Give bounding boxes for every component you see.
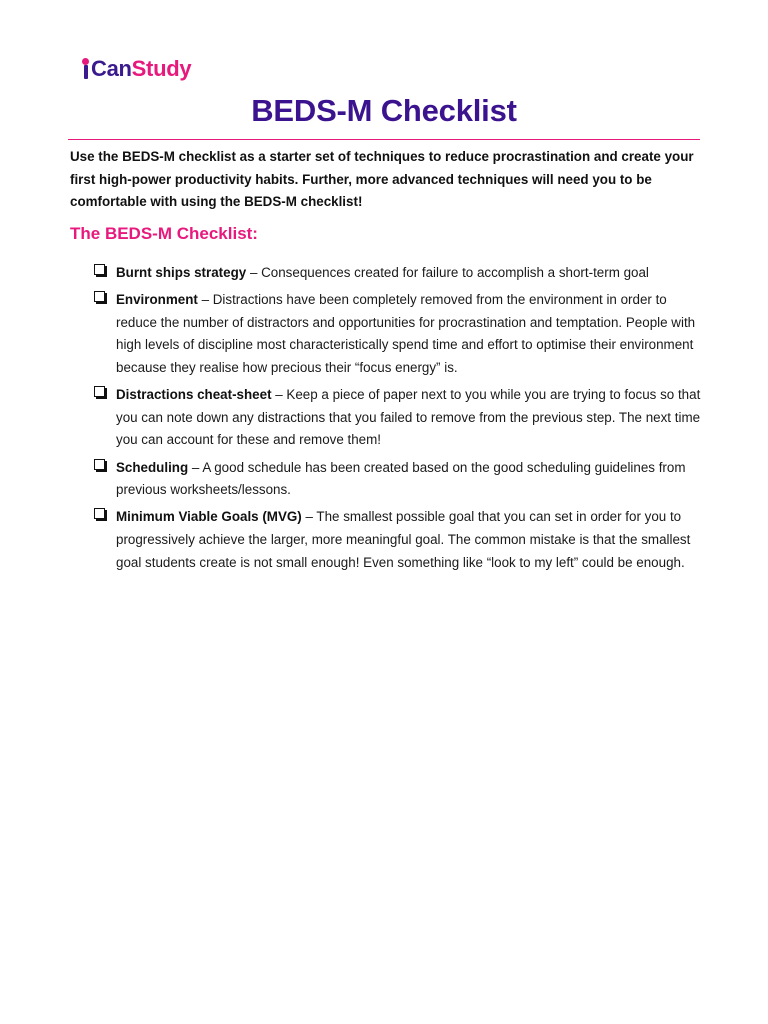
checklist-description: – A good schedule has been created based on the good scheduling guidelines from previous worksheets/lessons. — [116, 459, 686, 498]
logo-text-study: Study — [131, 56, 192, 81]
checklist-description: – Consequences created for failure to accomplish a short-term goal — [246, 265, 649, 280]
checkbox-icon[interactable] — [94, 264, 105, 275]
checklist-term: Minimum Viable Goals (MVG) — [116, 509, 302, 525]
checklist-term: Environment — [116, 292, 198, 308]
checkbox-icon[interactable] — [94, 508, 105, 519]
beds-m-checklist — [94, 262, 704, 579]
checklist-description: – Distractions have been completely removed from the environment in order to reduce the number of distractors and opportunities for procrastination and temptation. People with high levels of discipline most characteristically spend time and effort to optimise their environment because they realise how precious their “focus energy” is. — [116, 292, 696, 375]
title-divider — [68, 139, 700, 140]
logo-text-can: Can — [91, 56, 132, 81]
checklist-description: – The smallest possible goal that you can set in order for you to progressively achieve the larger, more meaningful goal. The common mistake is that the smallest goal students create is not small enough! Even something like “look to my left” could be enough. — [116, 509, 691, 570]
checkbox-icon[interactable] — [94, 291, 105, 302]
checklist-term: Scheduling — [116, 459, 189, 475]
checklist-item-burnt-ships — [94, 262, 704, 285]
icanstudy-logo — [82, 50, 191, 82]
checklist-term: Distractions cheat-sheet — [116, 387, 272, 403]
checkbox-icon[interactable] — [94, 459, 105, 470]
checklist-item-scheduling — [94, 457, 704, 502]
checklist-item-distractions-cheat-sheet — [94, 384, 704, 452]
page-title: BEDS-M Checklist — [251, 93, 517, 128]
section-heading: The BEDS-M Checklist: — [70, 224, 258, 243]
checklist-description: – Keep a piece of paper next to you while you are trying to focus so that you can note down any distractions that you failed to remove from the previous step. The next time you can account for these and remove them! — [116, 387, 701, 448]
intro-paragraph: Use the BEDS-M checklist as a starter set of techniques to reduce procrastination and create your first high-power productivity habits. Further, more advanced techniques will need you to be comfortable with using the BEDS-M checklist! — [70, 149, 694, 210]
checklist-item-environment — [94, 289, 704, 379]
checklist-term: Burnt ships strategy — [116, 265, 247, 280]
checklist-item-mvg — [94, 506, 704, 574]
logo-i-glyph-icon — [82, 56, 91, 82]
checkbox-icon[interactable] — [94, 386, 105, 397]
